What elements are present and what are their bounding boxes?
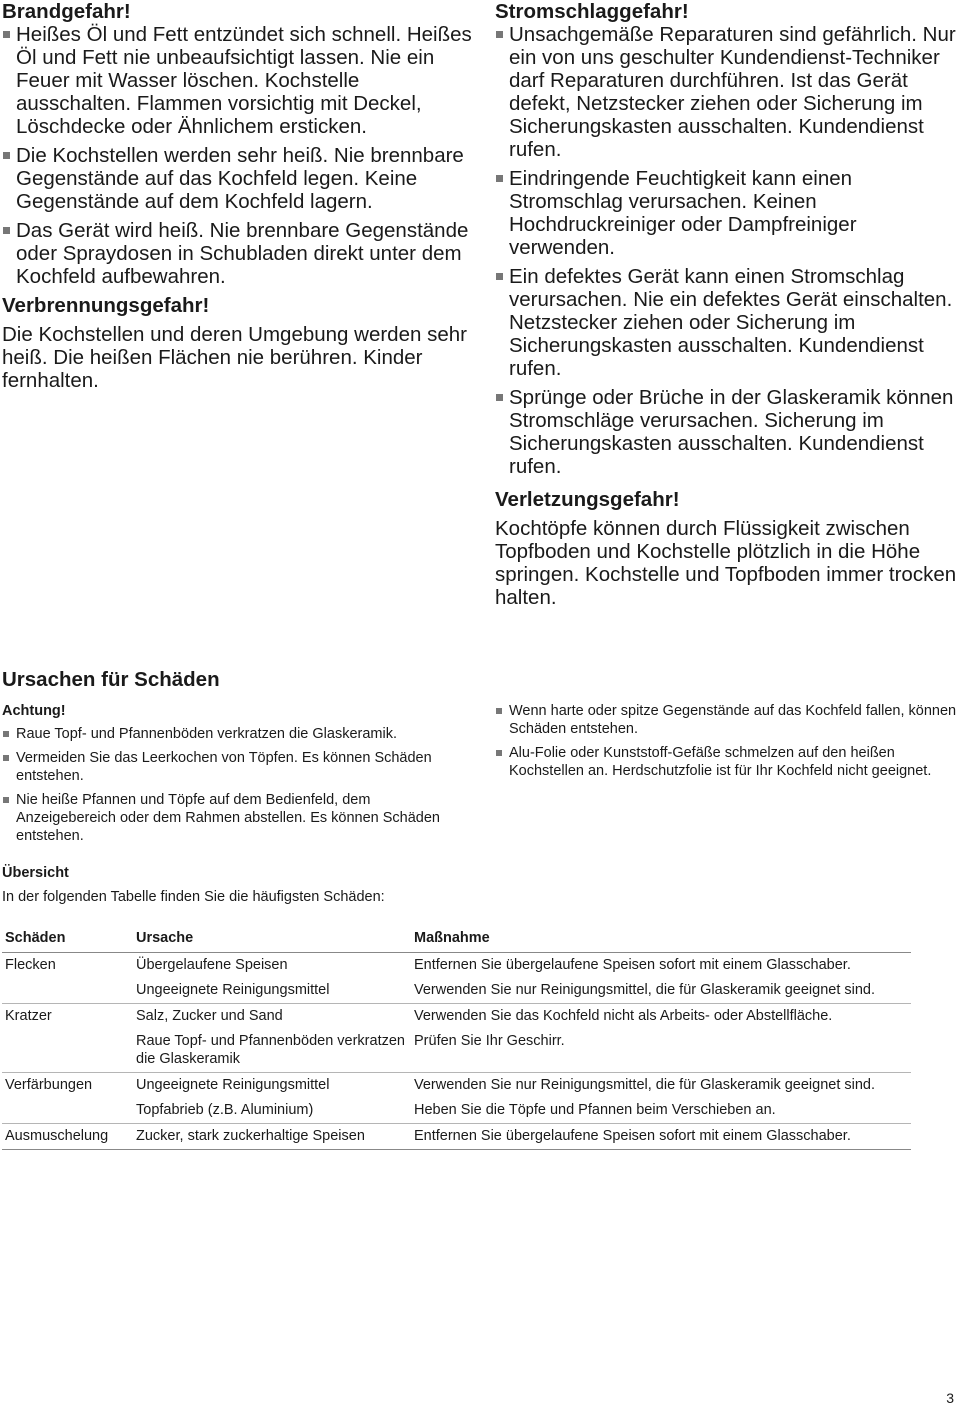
list-item: Eindringende Feuchtigkeit kann einen Stromschlag verursachen. Keinen Hochdruckreiniger oder Dampfreiniger verwenden. [495,167,957,259]
table-cell: Ungeeignete Reinigungsmittel [133,1073,411,1099]
attention-label: Achtung! [2,703,66,719]
damage-right-column [495,702,957,786]
table-cell: Zucker, stark zuckerhaltige Speisen [133,1124,411,1150]
table-row [2,978,911,1004]
damage-heading: Ursachen für Schäden [2,668,220,691]
table-cell [2,1029,133,1073]
page-number: 3 [946,1390,954,1406]
shock-heading: Stromschlaggefahr! [495,0,689,23]
table-cell: Flecken [5,957,56,973]
table-cell: Entfernen Sie übergelaufene Speisen sofort mit einem Glasschaber. [411,1124,911,1150]
table-cell: Verfärbungen [2,1073,133,1099]
table-cell: Salz, Zucker und Sand [133,1004,411,1030]
right-column [495,0,957,609]
list-item: Unsachgemäße Reparaturen sind gefährlich. Nur ein von uns geschulter Kundendienst-Techniker darf Reparaturen durchführen. Ist das Gerät defekt, Netzstecker ziehen oder Sicherung im Sicherungskasten ausschalten. Kundendienst rufen. [495,23,957,161]
table-cell: Verwenden Sie nur Reinigungsmittel, die für Glaskeramik geeignet sind. [411,1073,911,1099]
list-item: Ein defektes Gerät kann einen Stromschlag verursachen. Nie ein defektes Gerät einschalten. Netzstecker ziehen oder Sicherung im Sicherungskasten ausschalten. Kundendienst rufen. [495,265,957,380]
column-header: Schäden [2,926,133,953]
overview-section [2,864,602,906]
list-item: Raue Topf- und Pfannenböden verkratzen die Glaskeramik. [2,725,472,743]
table-row [2,1004,911,1030]
list-item: Alu-Folie oder Kunststoff-Gefäße schmelzen auf den heißen Kochstellen an. Herdschutzfolie ist für Ihr Kochfeld nicht geeignet. [495,744,957,780]
table-cell: Verwenden Sie nur Reinigungsmittel, die für Glaskeramik geeignet sind. [414,982,876,998]
table-header-row [2,926,911,953]
burn-text: Die Kochstellen und deren Umgebung werden sehr heiß. Die heißen Flächen nie berühren. Kinder fernhalten. [2,323,467,392]
table-cell: Prüfen Sie Ihr Geschirr. [414,1033,565,1049]
injury-text: Kochtöpfe können durch Flüssigkeit zwischen Topfboden und Kochstelle plötzlich in die Höhe springen. Kochstelle und Topfboden immer trocken halten. [495,517,957,609]
table-cell: Entfernen Sie übergelaufene Speisen sofort mit einem Glasschaber. [414,957,851,973]
list-item: Die Kochstellen werden sehr heiß. Nie brennbare Gegenstände auf das Kochfeld legen. Keine Gegenstände auf dem Kochfeld lagern. [2,144,472,213]
table-cell: Heben Sie die Töpfe und Pfannen beim Verschieben an. [414,1102,776,1118]
damage-list-left [2,725,472,845]
table-cell [2,1098,133,1124]
list-item: Heißes Öl und Fett entzündet sich schnell. Heißes Öl und Fett nie unbeaufsichtigt lassen. Nie ein Feuer mit Wasser löschen. Kochstelle ausschalten. Flammen vorsichtig mit Deckel, Löschdecke oder Ähnlichem ersticken. [2,23,472,138]
list-item: Das Gerät wird heiß. Nie brennbare Gegenstände oder Spraydosen in Schubladen direkt unter dem Kochfeld aufbewahren. [2,219,472,288]
table-cell: Ungeeignete Reinigungsmittel [136,982,330,998]
list-item: Nie heiße Pfannen und Töpfe auf dem Bedienfeld, dem Anzeigebereich oder dem Rahmen abstellen. Es können Schäden entstehen. [2,791,472,845]
table-cell: Übergelaufene Speisen [136,957,288,973]
left-column [2,0,472,392]
table-row [2,1073,911,1099]
table-cell: Raue Topf- und Pfannenböden verkratzen die Glaskeramik [136,1033,405,1067]
overview-heading: Übersicht [2,865,69,881]
table-cell: Kratzer [2,1004,133,1030]
damage-left-column [2,702,472,851]
injury-heading: Verletzungsgefahr! [495,488,680,511]
column-header: Ursache [133,926,411,953]
table-row [2,1029,911,1073]
list-item: Wenn harte oder spitze Gegenstände auf das Kochfeld fallen, können Schäden entstehen. [495,702,957,738]
fire-heading: Brandgefahr! [2,0,131,23]
table-row [2,953,911,979]
damage-list-right [495,702,957,780]
shock-list [495,23,957,478]
table-cell: Topfabrieb (z.B. Aluminium) [136,1102,314,1118]
fire-list [2,23,472,288]
table-row [2,1098,911,1124]
table-cell: Verwenden Sie das Kochfeld nicht als Arbeits- oder Abstellfläche. [411,1004,911,1030]
table-cell [2,978,133,1004]
overview-text: In der folgenden Tabelle finden Sie die häufigsten Schäden: [2,889,385,905]
burn-heading: Verbrennungsgefahr! [2,294,210,317]
table-row [2,1124,911,1150]
damage-table [2,926,911,1150]
table-cell: Ausmuschelung [2,1124,133,1150]
list-item: Sprünge oder Brüche in der Glaskeramik können Stromschläge verursachen. Sicherung im Sicherungskasten ausschalten. Kundendienst rufen. [495,386,957,478]
list-item: Vermeiden Sie das Leerkochen von Töpfen. Es können Schäden entstehen. [2,749,472,785]
column-header: Maßnahme [411,926,911,953]
